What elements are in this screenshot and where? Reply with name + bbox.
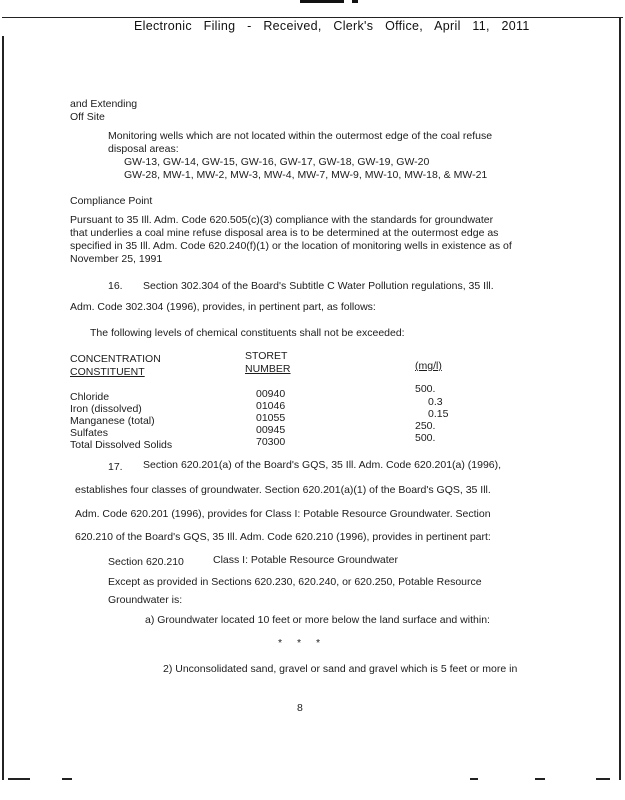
pursuant-line: November 25, 1991 [70, 253, 163, 265]
scan-mark [352, 0, 358, 3]
constituent-name: Iron (dissolved) [70, 403, 142, 415]
section-number: Section 620.210 [108, 556, 184, 568]
constituent-name: Total Dissolved Solids [70, 439, 173, 451]
scan-mark [62, 778, 72, 780]
except-line: Except as provided in Sections 620.230, 620.240, or 620.250, Potable Resource [108, 576, 482, 588]
paragraph-16-line: Section 302.304 of the Board's Subtitle C Water Pollution regulations, 35 Ill. [143, 280, 494, 292]
filing-header: Electronic Filing - Received, Clerk's Office, April 11, 2011 [134, 19, 530, 33]
page-border-top [2, 17, 623, 18]
scan-mark [8, 778, 30, 780]
table-header-concentration: CONCENTRATION [70, 353, 161, 365]
table-header-unit: (mg/l) [415, 360, 442, 372]
concentration-value: 250. [415, 420, 436, 432]
pursuant-line: Pursuant to 35 Ill. Adm. Code 620.505(c)(3) compliance with the standards for groundwater [70, 214, 494, 226]
storet-number: 00940 [256, 388, 286, 400]
page-border-left [2, 36, 4, 780]
monitoring-intro-line: Monitoring wells which are not located within the outermost edge of the coal refuse [108, 130, 493, 142]
storet-number: 01046 [256, 400, 286, 412]
paragraph-17-line: Section 620.201(a) of the Board's GQS, 35 Ill. Adm. Code 620.201(a) (1996), [143, 459, 502, 471]
paragraph-16-line: Adm. Code 302.304 (1996), provides, in pertinent part, as follows: [70, 301, 376, 313]
constituent-name: Chloride [70, 391, 110, 403]
ellipsis-separator: * * * [278, 637, 327, 649]
scan-mark [535, 778, 545, 780]
wells-list-line: GW-13, GW-14, GW-15, GW-16, GW-17, GW-18, GW-19, GW-20 [124, 156, 430, 168]
paragraph-number: 16. [108, 280, 123, 292]
storet-number: 00945 [256, 424, 286, 436]
monitoring-intro-line: disposal areas: [108, 143, 179, 155]
scan-mark [300, 0, 344, 3]
concentration-value: 500. [415, 383, 436, 395]
page-number: 8 [297, 702, 303, 714]
concentration-value: 0.3 [428, 396, 443, 408]
pursuant-line: specified in 35 Ill. Adm. Code 620.240(f)(1) or the location of monitoring wells in existence as of [70, 240, 512, 252]
following-levels-text: The following levels of chemical constituents shall not be exceeded: [90, 327, 405, 339]
constituent-name: Manganese (total) [70, 415, 155, 427]
scan-mark [470, 778, 478, 780]
storet-number: 01055 [256, 412, 286, 424]
item-a-line: a) Groundwater located 10 feet or more below the land surface and within: [145, 614, 490, 626]
pursuant-line: that underlies a coal mine refuse disposal area is to be determined at the outermost edge as [70, 227, 499, 239]
section-title: Class I: Potable Resource Groundwater [213, 554, 399, 566]
constituent-name: Sulfates [70, 427, 108, 439]
concentration-value: 0.15 [428, 408, 449, 420]
table-header-storet: STORET [245, 350, 288, 362]
concentration-value: 500. [415, 432, 436, 444]
paragraph-17-line: establishes four classes of groundwater. Section 620.201(a)(1) of the Board's GQS, 35 Ill. [75, 484, 491, 496]
except-line: Groundwater is: [108, 594, 183, 606]
paragraph-17-line: 620.210 of the Board's GQS, 35 Ill. Adm. Code 620.210 (1996), provides in pertinent part: [75, 531, 491, 543]
line-off-site: Off Site [70, 111, 105, 123]
table-header-number: NUMBER [245, 363, 291, 375]
paragraph-number: 17. [108, 461, 123, 473]
item-2-line: 2) Unconsolidated sand, gravel or sand and gravel which is 5 feet or more in [163, 663, 518, 675]
line-and-extending: and Extending [70, 98, 138, 110]
page-border-right [619, 18, 621, 780]
scan-mark [596, 778, 610, 780]
storet-number: 70300 [256, 436, 286, 448]
compliance-point-heading: Compliance Point [70, 195, 153, 207]
wells-list-line: GW-28, MW-1, MW-2, MW-3, MW-4, MW-7, MW-9, MW-10, MW-18, & MW-21 [124, 169, 488, 181]
table-header-constituent: CONSTITUENT [70, 366, 145, 378]
paragraph-17-line: Adm. Code 620.201 (1996), provides for Class I: Potable Resource Groundwater. Section [75, 508, 491, 520]
